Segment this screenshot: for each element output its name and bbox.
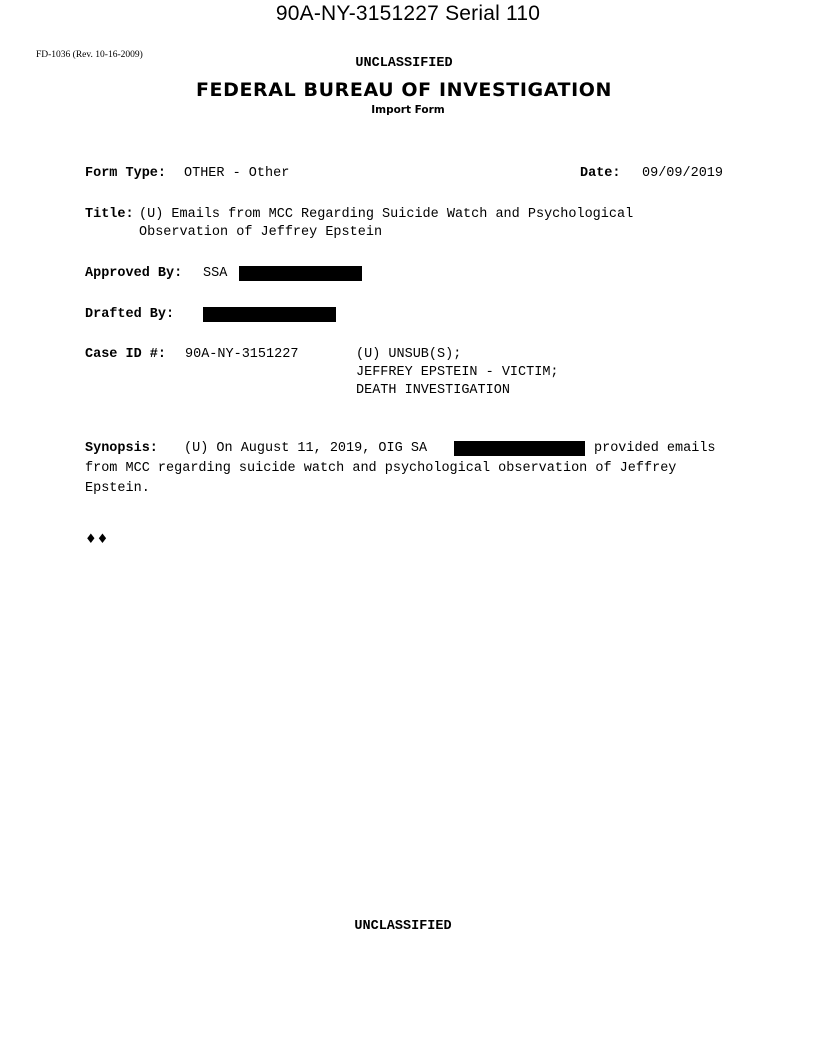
synopsis-text: (U) On August 11, 2019, OIG SA: [184, 441, 428, 456]
redaction-box: [239, 266, 362, 281]
case-id-label: Case ID #:: [85, 347, 167, 362]
form-subtitle: Import Form: [371, 104, 445, 116]
synopsis-label: Synopsis:: [85, 441, 158, 456]
synopsis-text: Epstein.: [85, 481, 150, 496]
redaction-box: [203, 307, 336, 322]
case-caption-line: (U) UNSUB(S);: [356, 347, 462, 362]
form-type-label: Form Type:: [85, 166, 167, 181]
approved-by-label: Approved By:: [85, 266, 183, 281]
title-line-2: Observation of Jeffrey Epstein: [139, 225, 383, 240]
redaction-box: [454, 441, 585, 456]
form-type-value: OTHER - Other: [184, 166, 290, 181]
approved-by-value: SSA: [203, 266, 228, 281]
case-caption-line: DEATH INVESTIGATION: [356, 383, 510, 398]
serial-header: 90A-NY-3151227 Serial 110: [275, 2, 541, 25]
case-id-value: 90A-NY-3151227: [185, 347, 299, 362]
classification-bottom: UNCLASSIFIED: [354, 919, 452, 934]
date-value: 09/09/2019: [642, 166, 724, 181]
form-revision: FD-1036 (Rev. 10-16-2009): [36, 50, 143, 60]
synopsis-text: provided emails: [594, 441, 716, 456]
agency-title: FEDERAL BUREAU OF INVESTIGATION: [195, 79, 613, 101]
synopsis-text: from MCC regarding suicide watch and psychological observation of Jeffrey: [85, 461, 677, 476]
case-caption-line: JEFFREY EPSTEIN - VICTIM;: [356, 365, 559, 380]
drafted-by-label: Drafted By:: [85, 307, 175, 322]
date-label: Date:: [580, 166, 621, 181]
title-line-1: (U) Emails from MCC Regarding Suicide Watch and Psychological: [139, 207, 634, 222]
diamond-markers: ♦♦: [85, 532, 109, 547]
title-label: Title:: [85, 207, 134, 222]
classification-top: UNCLASSIFIED: [355, 56, 453, 71]
